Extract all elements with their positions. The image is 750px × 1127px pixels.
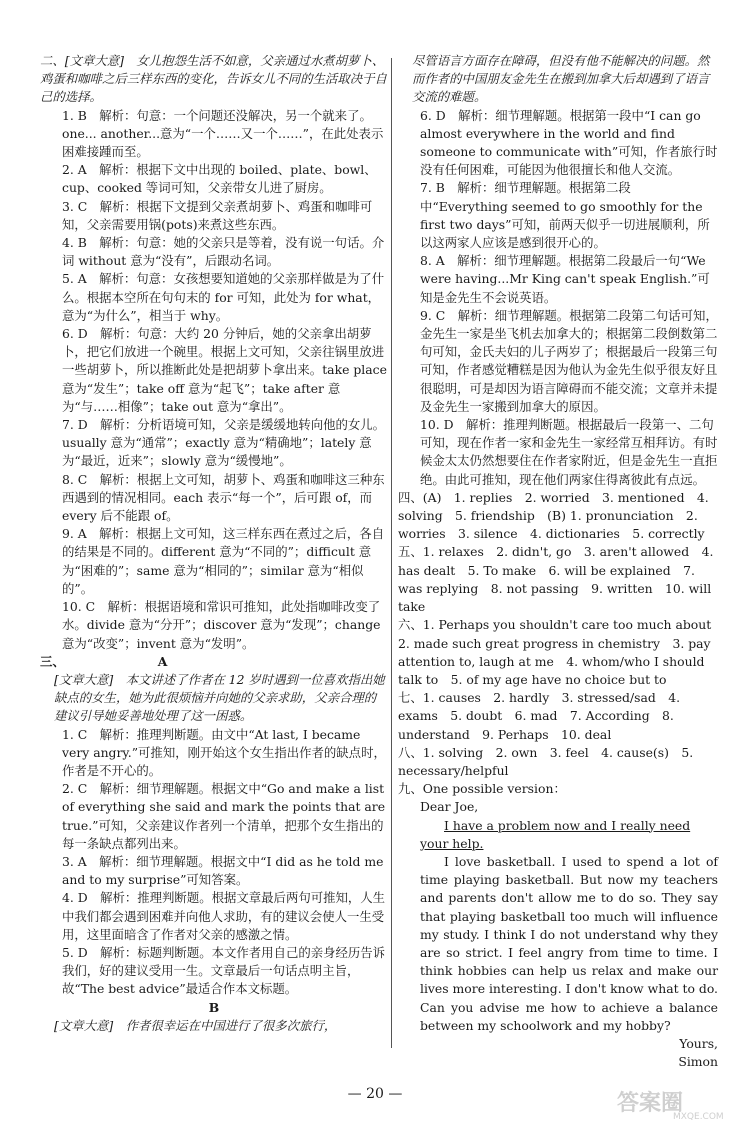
answer-line: 10. D 解析：推理判断题。根据最后一段第一、二句可知，现在作者一家和金先生一家经常互相拜访。有时候金太太仍然想要住在作者家附近，但是金先生一直拒绝。由此可推知，现在他们两家住得离彼此有点远。	[420, 417, 718, 487]
svg-text:MXQE.COM: MXQE.COM	[673, 1112, 724, 1120]
answer-line: 七、1. causes 2. hardly 3. stressed/sad 4. exams 5. doubt 6. mad 7. According 8. understand 9. Perhaps 10. deal	[398, 690, 681, 742]
right-answers	[398, 52, 724, 817]
svg-text:答案圈: 答案圈	[617, 1091, 684, 1116]
answer-line: 3. A 解析：细节理解题。根据文中“I did as he told me and to my surprise”可知答案。	[62, 853, 384, 888]
letter-body: I love basketball. I used to spend a lot of time playing basketball. But now my teachers and parents don't allow me to do so. They say that playing basketball too much will influence my study. I think I do not understand why they are so strict. I feel angry from time to time. I think hobbies can help us relax and make our lives more interesting. I don't know what to do. Can you advise me how to achieve a balance between my schoolwork and my hobby?	[420, 853, 718, 1033]
letter-first-line	[420, 817, 718, 853]
answer-line: 9. C 解析：细节理解题。根据第二段第二句话可知，金先生一家是坐飞机去加拿大的；根据第二段倒数第二句可知，金氏夫妇的儿子两岁了；根据最后一段第三句可知，作者感觉糟糕是因为他认为金先生似乎很友好且很聪明，可是却因为语言障碍而不能交流；文章并未提及金先生一家搬到加拿大的原因。	[420, 307, 718, 414]
answer-line: 六、1. Perhaps you shouldn't care too much about 2. made such great progress in chemistry 3. pay attention to, laugh at me 4. whom/who I should talk to 5. of my age have no choice but to	[398, 617, 724, 687]
letter-closing: Yours,	[679, 1035, 718, 1051]
letter-first-text: I have a problem now and I really need your help.	[420, 817, 691, 851]
page-number: — 20 —	[347, 1086, 403, 1102]
answer-line: 1. B 解析：句意：一个问题还没解决，另一个就来了。one... another...意为“一个……又一个……”，在此处表示困难接踵而至。	[62, 107, 384, 160]
answer-line: 4. D 解析：推理判断题。根据文章最后两句可推知，人生中我们都会遇到困难并向他人求助，有的建议会使人一生受用，这里面暗含了作者对父亲的感激之情。	[62, 890, 386, 942]
answer-line: 尽管语言方面存在障碍，但没有他不能解决的问题。然而作者的中国朋友金先生在搬到加拿大后却遇到了语言交流的难题。	[412, 53, 710, 105]
answer-line: 3. C 解析：根据下文提到父亲煮胡萝卜、鸡蛋和咖啡可知，父亲需要用锅(pots)来煮这些东西。	[62, 198, 373, 232]
answer-line: [文章大意] 作者很幸运在中国进行了很多次旅行，	[54, 1017, 337, 1033]
answer-line: 五、1. relaxes 2. didn't, go 3. aren't allowed 4. has dealt 5. To make 6. will be explained 7. was replying 8. not passing 9. written 10. will take	[398, 544, 714, 615]
answer-line: 四、(A) 1. replies 2. worried 3. mentioned 4. solving 5. friendship (B) 1. pronunciation 2. worries 3. silence 4. dictionaries 5. correctly	[398, 489, 709, 542]
letter-signature: Simon	[678, 1054, 718, 1070]
answer-line: 三、 A	[40, 653, 168, 669]
answer-line: [文章大意] 本文讲述了作者在 12 岁时遇到一位喜欢指出她缺点的女生，她为此很烦恼并向她的父亲求助，父亲合理的建议引导她妥善地处理了这一困惑。	[54, 671, 385, 724]
answer-line: 二、[文章大意] 女儿抱怨生活不如意，父亲通过水煮胡萝卜、鸡蛋和咖啡之后三样东西的变化，告诉女儿不同的生活取决于自己的选择。	[40, 53, 387, 105]
watermark-logo	[613, 1088, 743, 1120]
answer-line: 2. C 解析：细节理解题。根据文中“Go and make a list of everything she said and mark the points that are true.”可知，父亲建议作者列一个清单，把那个女生指出的每一条缺点都列出来。	[62, 781, 386, 851]
answer-line: 八、1. solving 2. own 3. feel 4. cause(s) 5. necessary/helpful	[398, 744, 694, 778]
answer-line: 4. B 解析：句意：她的父亲只是等着，没有说一句话。介词 without 意为“没有”，后跟动名词。	[62, 235, 385, 269]
answer-line: 1. C 解析：推理判断题。由文中“At last, I became very angry.”可推知，刚开始这个女生指出作者的缺点时，作者是不开心的。	[62, 726, 386, 778]
answer-line: B	[208, 999, 220, 1015]
right-column	[398, 52, 724, 1071]
answer-line: 6. D 解析：细节理解题。根据第一段中“I can go almost everywhere in the world and find someone to communicate with”可知，作者旅行时没有任何困难，可能因为他很擅长和他人交流。	[420, 107, 718, 178]
answer-line: 8. A 解析：细节理解题。根据第二段最后一句“We were having...Mr King can't speak English.”可知是金先生不会说英语。	[420, 253, 710, 305]
answer-line: 7. D 解析：分析语境可知，父亲是缓缓地转向他的女儿。usually 意为“通常”；exactly 意为“精确地”；lately 意为“最近，近来”；slowly 意为“缓慢地”。	[62, 417, 386, 469]
answer-line: 5. D 解析：标题判断题。本文作者用自己的亲身经历告诉我们，好的建议受用一生。文章最后一句话点明主旨，故“The best advice”最适合作本文标题。	[62, 944, 386, 997]
answer-line: 9. A 解析：根据上文可知，这三样东西在煮过之后，各自的结果是不同的。different 意为“不同的”；difficult 意为“困难的”；same 意为“相同的”；similar 意为“相似的”。	[62, 526, 385, 596]
answer-line: 7. B 解析：细节理解题。根据第二段中“Everything seemed to go smoothly for the first two days”可知，前两天似乎一切进展顺利，所以这两家人应该是感到很开心的。	[420, 180, 710, 251]
answer-line: 2. A 解析：根据下文中出现的 boiled、plate、bowl、cup、cooked 等词可知，父亲带女儿进了厨房。	[62, 162, 377, 196]
left-column	[40, 52, 388, 1035]
answer-line: 10. C 解析：根据语境和常识可推知，此处指咖啡改变了水。divide 意为“分开”；discover 意为“发现”；change 意为“改变”；invent 意为“发明”。	[62, 599, 381, 651]
column-divider	[391, 58, 392, 1048]
answer-line: 8. C 解析：根据上文可知，胡萝卜、鸡蛋和咖啡这三种东西遇到的情况相同。each 表示“每一个”，后可跟 of，而 every 后不能跟 of。	[62, 471, 385, 524]
answer-line: 6. D 解析：句意：大约 20 分钟后，她的父亲拿出胡萝卜，把它们放进一个碗里。根据上文可知，父亲往锅里放进一些胡萝卜，所以推断此处是把胡萝卜拿出来。take place 意为“发生”；take off 意为“起飞”；take after 意为“与……相像”；take out 意为“拿出”。	[62, 326, 387, 414]
answer-line: 九、One possible version：	[398, 781, 566, 797]
answer-line: Dear Joe,	[420, 799, 479, 815]
answer-line: 5. A 解析：句意：女孩想要知道她的父亲那样做是为了什么。根据本空所在句句末的 for 可知，此处为 for what，意为“为什么”，相当于 why。	[62, 271, 385, 323]
letter	[398, 817, 718, 1072]
